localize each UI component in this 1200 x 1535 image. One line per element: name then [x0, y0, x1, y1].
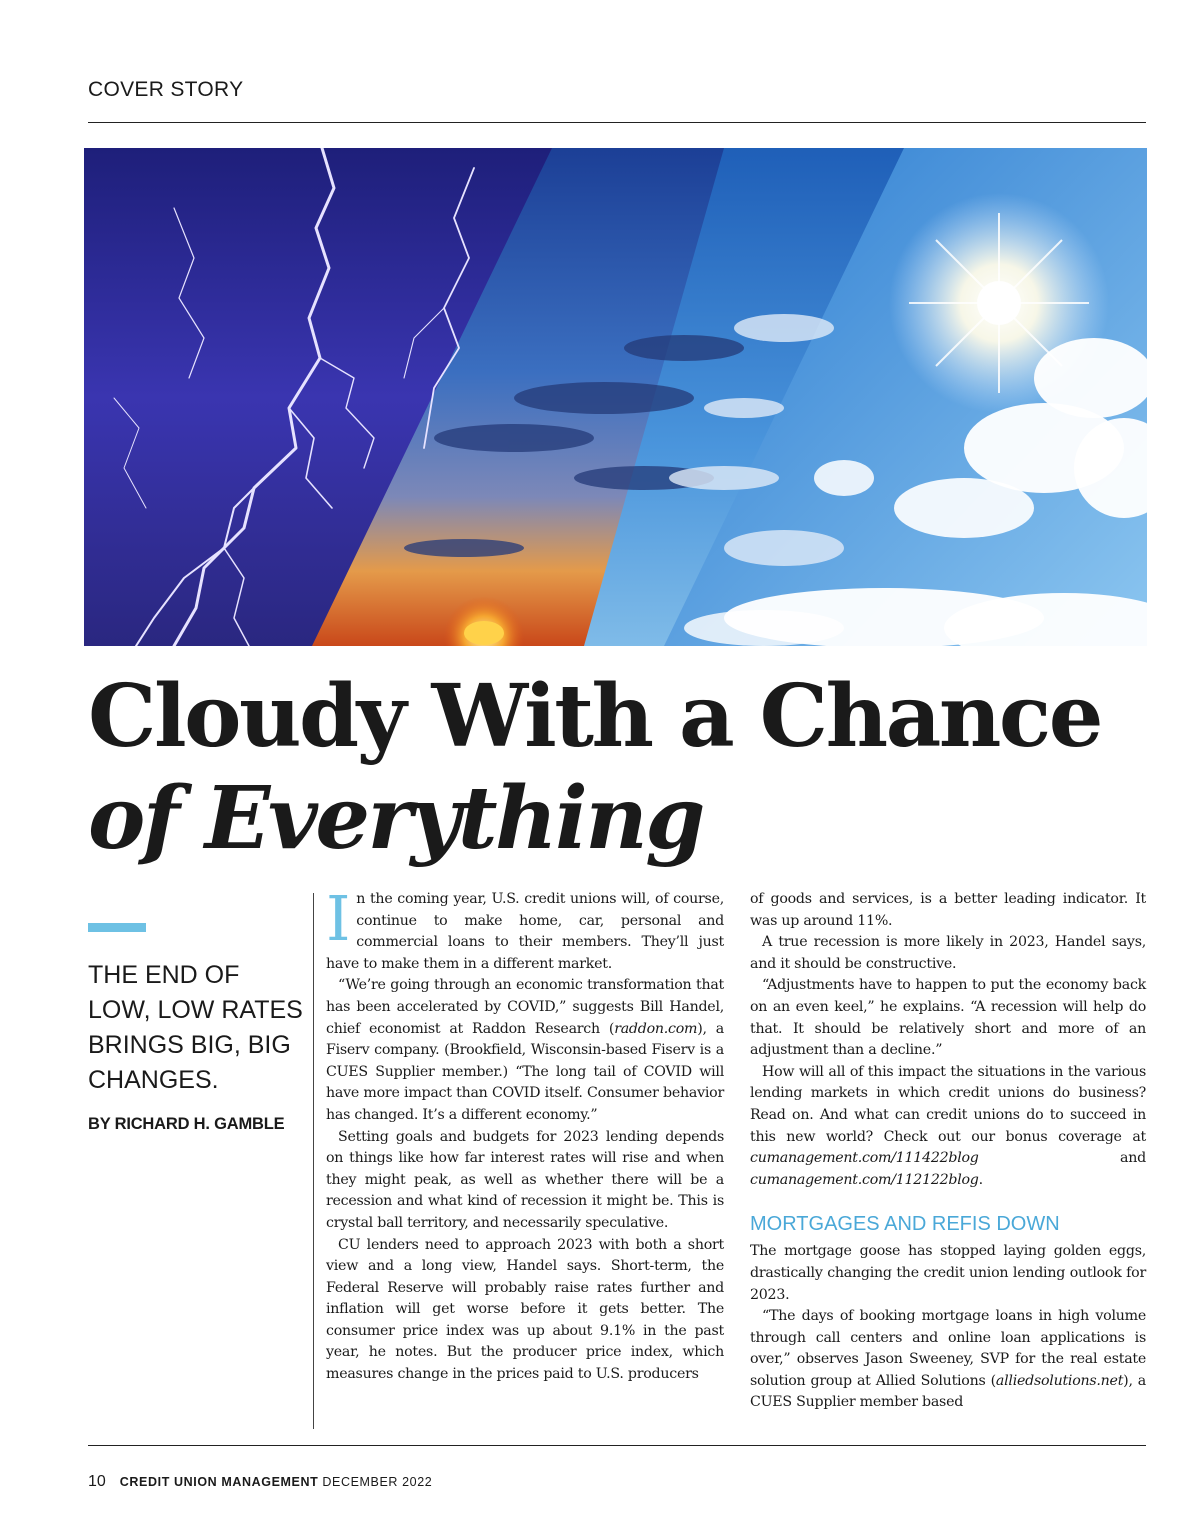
paragraph: The mortgage goose has stopped laying golden eggs, drastically changing the credit union lending outlook for 2023. — [750, 1243, 1146, 1303]
page-number: 10 — [88, 1473, 106, 1490]
link-blog-2: cumanagement.com/112122blog — [750, 1171, 979, 1188]
title-line-2: of Everything — [88, 768, 703, 869]
byline: BY RICHARD H. GAMBLE — [88, 1115, 285, 1133]
paragraph: Setting goals and budgets for 2023 lending depends on things like how far interest rates will rise and when they might peak, as well as whether there will be a recession and what kind of recession it might be. This is crystal ball territory, and necessarily speculative. — [326, 1128, 724, 1231]
paragraph: CU lenders need to approach 2023 with both a short view and a long view, Handel says. Short-term, the Federal Reserve will probably raise rates further and inflation will get worse before it gets better. The consumer price index was up about 9.1% in the past year, he notes. But the producer price index, which measures change in the prices paid to U.S. producers — [326, 1236, 724, 1383]
subhead: MORTGAGES AND REFIS DOWN — [750, 1213, 1060, 1236]
weather-collage — [84, 148, 1147, 646]
paragraph: A true recession is more likely in 2023, Handel says, and it should be constructive. — [750, 934, 1146, 972]
paragraph: “The days of booking mortgage loans in high volume through call centers and online loan applications is over,” observes Jason Sweeney, SVP for the real estate solution group at Allied Solutions (alliedsolutions.net), a CUES Supplier member based — [750, 1308, 1146, 1411]
body-column-1 — [326, 882, 724, 1386]
article-title — [88, 666, 1148, 870]
column-divider — [313, 893, 314, 1429]
section-label: COVER STORY — [88, 78, 244, 101]
body-column-2 — [750, 889, 1146, 1414]
paragraph: “We’re going through an economic transformation that has been accelerated by COVID,” suggests Bill Handel, chief economist at Raddon Research (raddon.com), a Fiserv company. (Brookfield, Wisconsin-based Fiserv is a CUES Supplier member.) “The long tail of COVID will have more impact than COVID itself. Consumer behavior has changed. It’s a different economy.” — [326, 977, 724, 1123]
paragraph: of goods and services, is a better leading indicator. It was up around 11%. — [750, 891, 1146, 929]
paragraph: “Adjustments have to happen to put the economy back on an even keel,” he explains. “A recession will help do that. It should be relatively short and more of an adjustment than a decline.” — [750, 977, 1146, 1059]
accent-bar — [88, 923, 146, 932]
link-raddon: raddon.com — [614, 1020, 698, 1037]
footer — [88, 1473, 432, 1491]
top-rule — [88, 122, 1146, 123]
publication-name: CREDIT UNION MANAGEMENT — [119, 1475, 319, 1489]
paragraph: How will all of this impact the situations in the various lending markets in which credit unions do business? Read on. And what can credit unions do to succeed in this new world? Check out our bonus coverage at cumanagement.com/111422blog and cumanagement.com/112122blog. — [750, 1063, 1146, 1188]
link-blog-1: cumanagement.com/111422blog — [750, 1150, 979, 1167]
bottom-rule — [88, 1445, 1146, 1446]
paragraph: In the coming year, U.S. credit unions will, of course, continue to make home, car, personal and commercial loans to their members. They’ll just have to make them in a different market. — [326, 882, 724, 972]
issue-date: DECEMBER 2022 — [322, 1475, 433, 1489]
dropcap: I — [326, 882, 351, 955]
deck: THE END OF LOW, LOW RATES BRINGS BIG, BIG CHANGES. — [88, 961, 303, 1094]
link-allied: alliedsolutions.net — [995, 1372, 1124, 1389]
hero-image — [84, 148, 1147, 646]
title-line-1: Cloudy With a Chance — [88, 666, 1101, 767]
